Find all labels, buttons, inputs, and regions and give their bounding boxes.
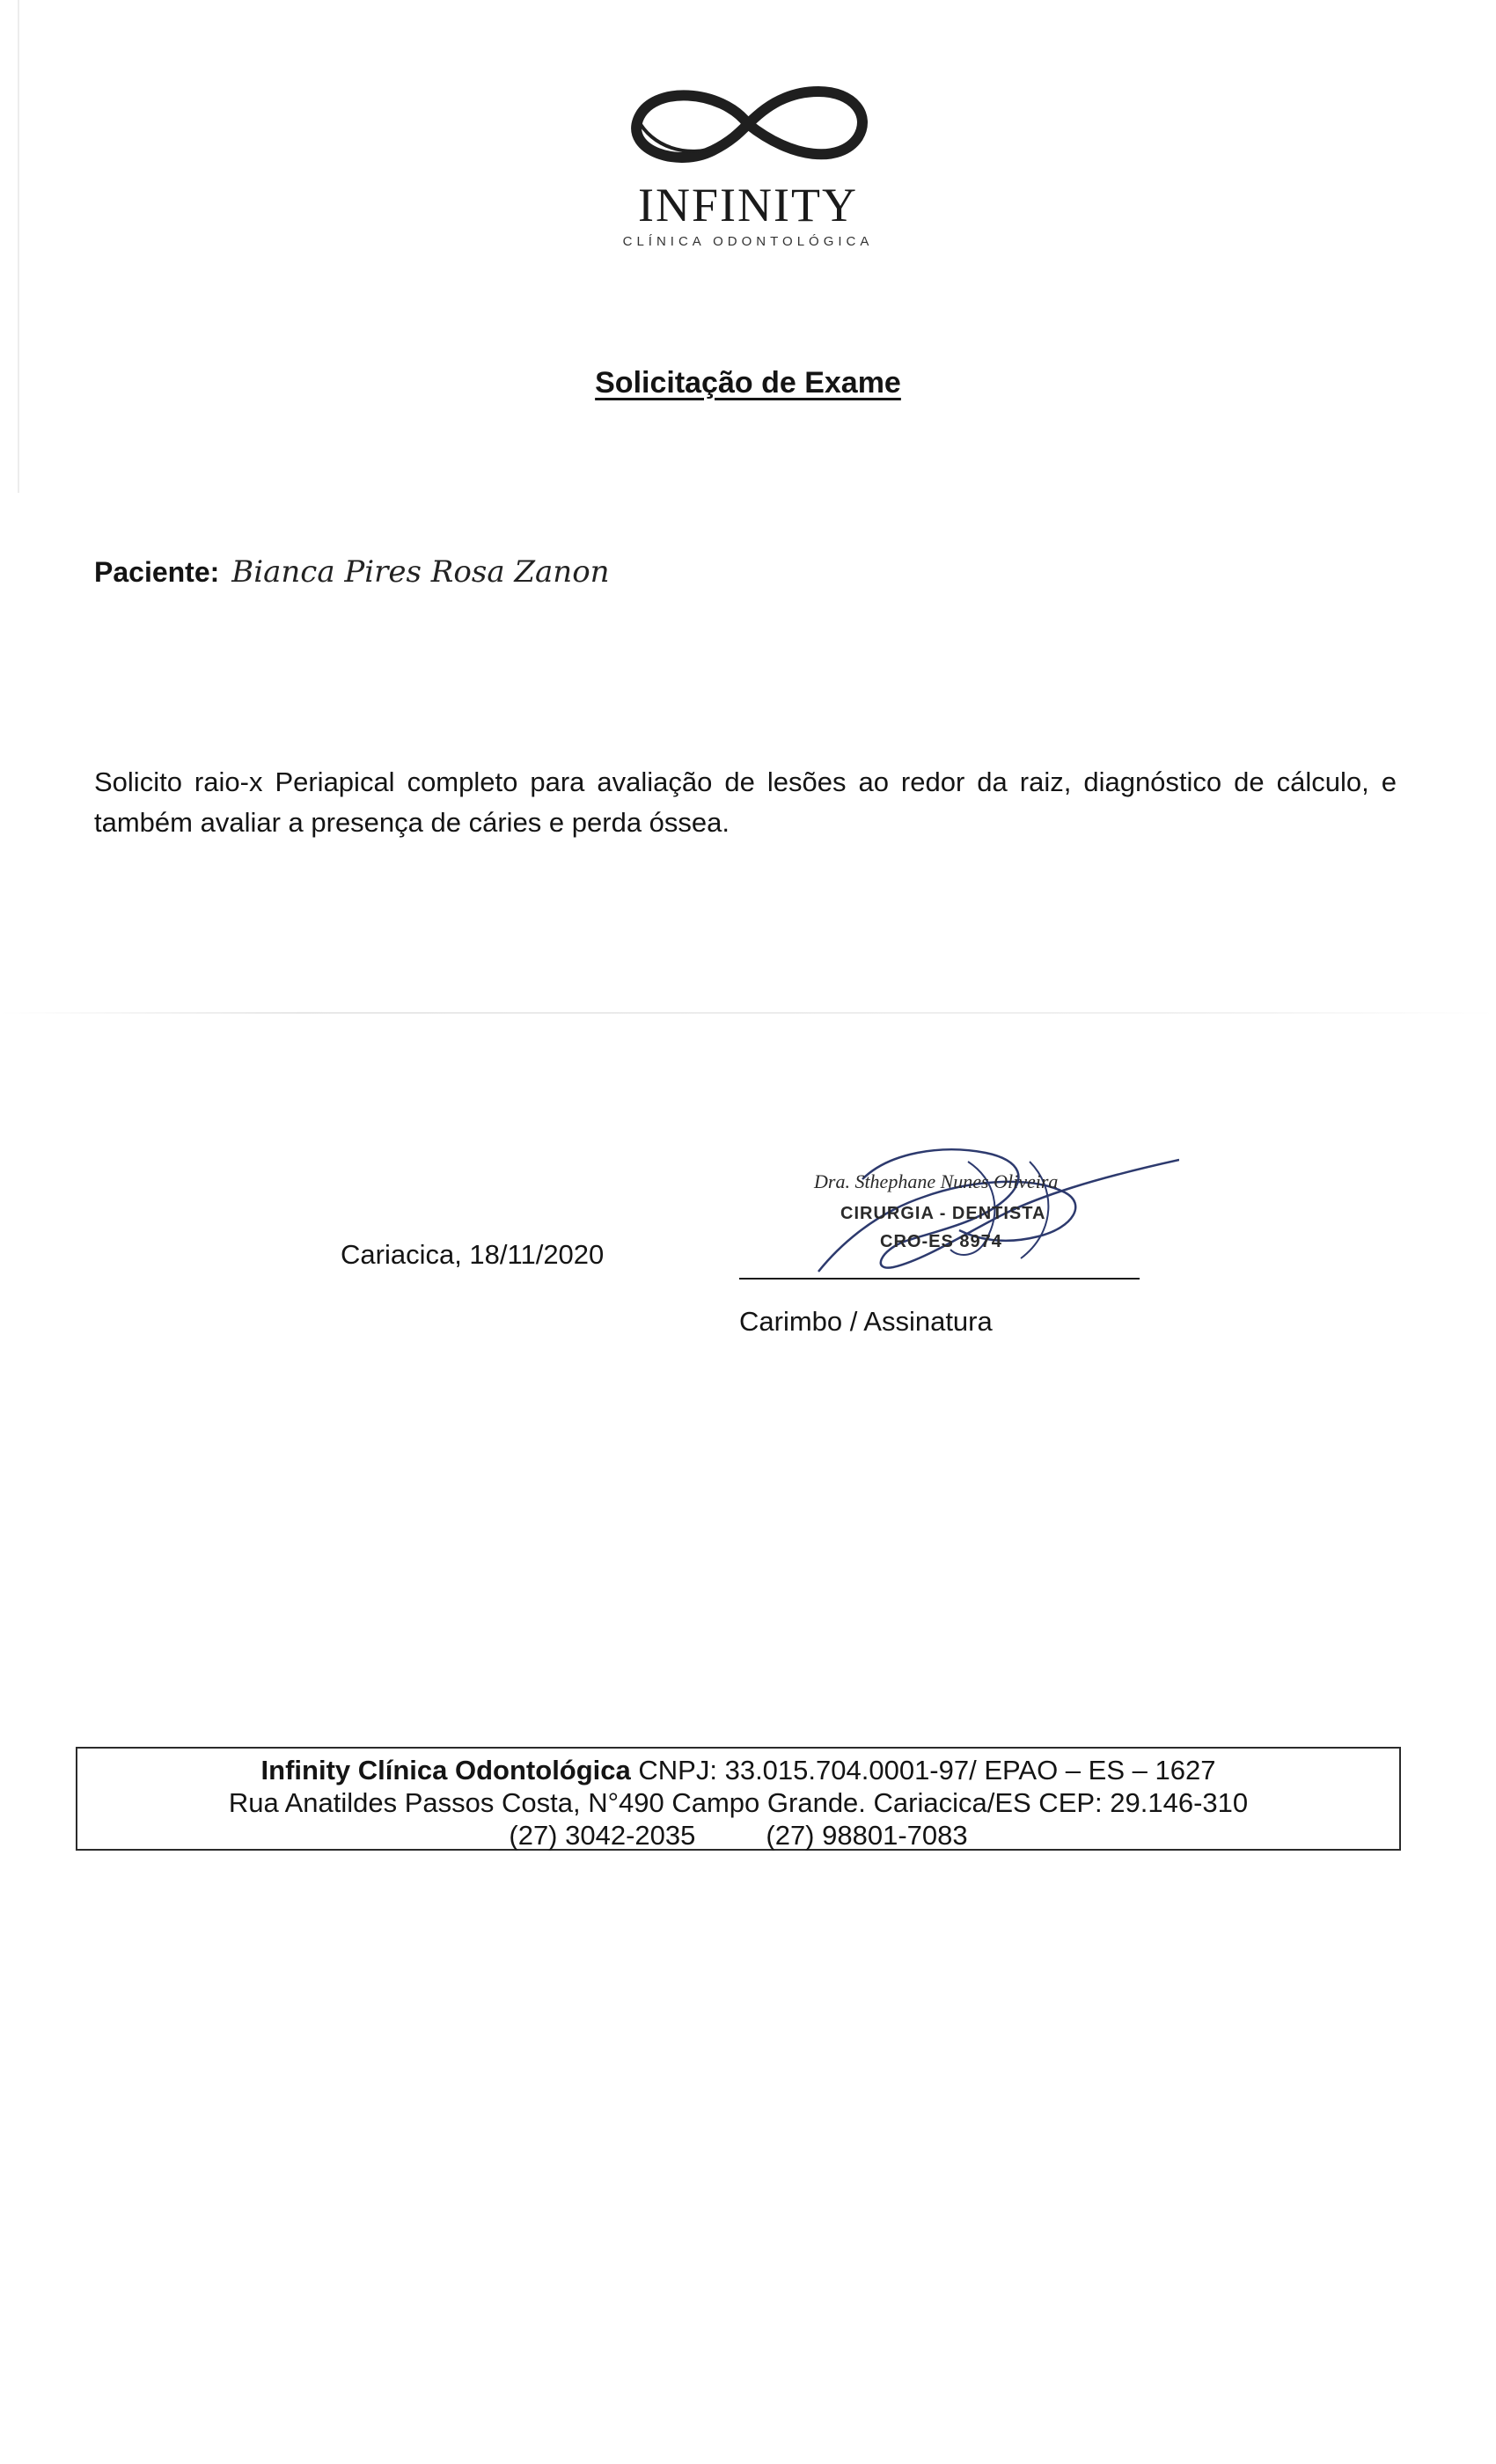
footer-phone-1: (27) 3042-2035 <box>509 1820 696 1851</box>
patient-name: Bianca Pires Rosa Zanon <box>231 554 610 590</box>
signature-line <box>739 1278 1140 1280</box>
scan-edge <box>18 0 19 493</box>
footer-line-1 <box>77 1754 1399 1786</box>
patient-line <box>94 554 610 590</box>
page-title: Solicitação de Exame <box>595 366 901 400</box>
exam-request-text: Solicito raio-x Periapical completo para avaliação de lesões ao redor da raiz, diagnóstico de cálculo, e também avaliar a presença de cáries e perda óssea. <box>94 766 1397 838</box>
clinic-name: INFINITY <box>638 179 858 231</box>
paper-fold <box>0 1012 1496 1014</box>
patient-label: Paciente: <box>94 556 220 588</box>
clinic-subtitle: CLÍNICA ODONTOLÓGICA <box>622 234 874 249</box>
stamp-role: CIRURGIA - DENTISTA <box>840 1204 1046 1223</box>
place-date: Cariacica, 18/11/2020 <box>341 1239 605 1270</box>
stamp-registration: CRO-ES 8974 <box>880 1232 1002 1251</box>
stamp-name: Dra. Sthephane Nunes Oliveira <box>814 1170 1059 1192</box>
signature-label: Carimbo / Assinatura <box>739 1306 993 1337</box>
footer-phones <box>77 1819 1399 1852</box>
clinic-logo <box>607 76 889 287</box>
footer-box <box>76 1747 1401 1851</box>
footer-company: Infinity Clínica Odontológica <box>260 1755 631 1786</box>
footer-phone-2: (27) 98801-7083 <box>766 1820 968 1851</box>
infinity-symbol-icon <box>616 76 880 172</box>
footer-ids: CNPJ: 33.015.704.0001-97/ EPAO – ES – 1627 <box>638 1755 1216 1786</box>
footer-address: Rua Anatildes Passos Costa, N°490 Campo Grande. Cariacica/ES CEP: 29.146-310 <box>228 1787 1249 1818</box>
